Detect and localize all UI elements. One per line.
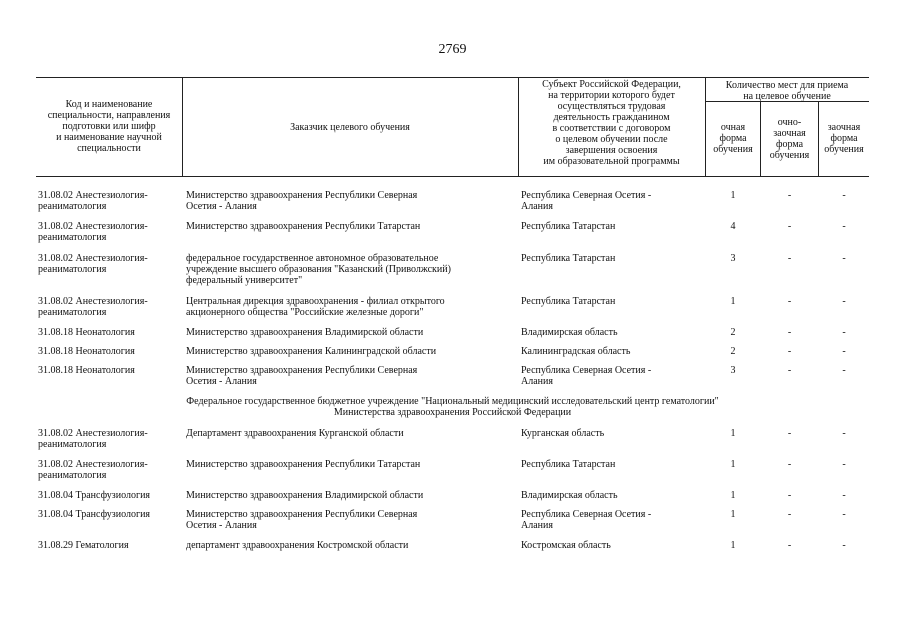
row-region: Республика Татарстан [521,296,616,307]
row-customer: Министерство здравоохранения Республики Татарстан [186,459,421,470]
column-divider [518,77,519,176]
row-customer: Министерство здравоохранения Республики Северная Осетия - Алания [186,509,418,531]
row-correspondence: - [842,509,846,520]
row-region: Республика Северная Осетия - Алания [521,365,652,387]
section-heading: Федеральное государственное бюджетное учреждение "Национальный медицинский исследовательский центр гематологии" Министерства здравоохранения Российской Федерации [186,396,719,418]
row-part-time: - [787,253,792,264]
row-correspondence: - [842,190,846,201]
row-customer: Министерство здравоохранения Республики Северная Осетия - Алания [186,190,418,212]
row-part-time: - [787,490,792,501]
row-full-time: 1 [730,540,736,551]
row-full-time: 1 [730,459,736,470]
row-customer: Министерство здравоохранения Республики Северная Осетия - Алания [186,365,418,387]
row-full-time: 1 [730,509,736,520]
row-customer: Министерство здравоохранения Владимирской области [186,327,424,338]
row-code: 31.08.04 Трансфузиология [38,509,151,520]
row-customer: Министерство здравоохранения Калининградской области [186,346,437,357]
table-top-rule [36,77,869,78]
row-region: Калининградская область [521,346,631,357]
row-region: Республика Северная Осетия - Алания [521,190,652,212]
row-correspondence: - [842,296,846,307]
row-customer: федеральное государственное автономное образовательное учреждение высшего образования "Казанский (Приволжский) федеральный университет" [186,253,451,286]
row-full-time: 3 [730,253,736,264]
row-correspondence: - [842,459,846,470]
header-customer: Заказчик целевого обучения [290,122,410,133]
row-correspondence: - [842,221,846,232]
row-region: Республика Татарстан [521,459,616,470]
row-part-time: - [787,459,792,470]
row-code: 31.08.02 Анестезиология- реаниматология [38,190,148,212]
row-region: Республика Татарстан [521,253,616,264]
row-part-time: - [787,509,792,520]
row-region: Республика Северная Осетия - Алания [521,509,652,531]
row-customer: Министерство здравоохранения Республики Татарстан [186,221,421,232]
row-full-time: 1 [730,428,736,439]
header-correspondence: заочная форма обучения [824,122,864,155]
row-correspondence: - [842,540,846,551]
row-correspondence: - [842,327,846,338]
row-region: Костромская область [521,540,611,551]
row-code: 31.08.02 Анестезиология- реаниматология [38,253,148,275]
table-header-bottom-rule [36,176,869,177]
row-code: 31.08.02 Анестезиология- реаниматология [38,296,148,318]
row-part-time: - [787,221,792,232]
row-correspondence: - [842,365,846,376]
row-full-time: 2 [730,327,736,338]
row-full-time: 3 [730,365,736,376]
row-code: 31.08.02 Анестезиология- реаниматология [38,428,148,450]
row-code: 31.08.04 Трансфузиология [38,490,151,501]
row-correspondence: - [842,253,846,264]
row-customer: Министерство здравоохранения Владимирской области [186,490,424,501]
row-part-time: - [787,296,792,307]
row-customer: Центральная дирекция здравоохранения - филиал открытого акционерного общества "Российские железные дороги" [186,296,445,318]
row-full-time: 1 [730,296,736,307]
row-correspondence: - [842,346,846,357]
row-part-time: - [787,540,792,551]
header-places: Количество мест для приема на целевое обучение [725,80,849,102]
row-region: Владимирская область [521,490,618,501]
row-code: 31.08.18 Неонатология [38,327,135,338]
row-part-time: - [787,346,792,357]
header-specialty-code: Код и наименование специальности, направления подготовки или шифр и наименование научной специальности [47,99,171,154]
row-code: 31.08.02 Анестезиология- реаниматология [38,221,148,243]
row-region: Владимирская область [521,327,618,338]
row-correspondence: - [842,490,846,501]
row-part-time: - [787,327,792,338]
row-full-time: 2 [730,346,736,357]
row-customer: департамент здравоохранения Костромской области [186,540,409,551]
row-full-time: 1 [730,490,736,501]
row-part-time: - [787,365,792,376]
row-region: Курганская область [521,428,605,439]
row-code: 31.08.18 Неонатология [38,365,135,376]
row-code: 31.08.02 Анестезиология- реаниматология [38,459,148,481]
page-number: 2769 [438,42,467,57]
row-part-time: - [787,190,792,201]
row-full-time: 1 [730,190,736,201]
row-correspondence: - [842,428,846,439]
header-full-time: очная форма обучения [713,122,753,155]
row-full-time: 4 [730,221,736,232]
row-code: 31.08.29 Гематология [38,540,129,551]
row-customer: Департамент здравоохранения Курганской области [186,428,404,439]
column-divider [182,77,183,176]
row-code: 31.08.18 Неонатология [38,346,135,357]
header-part-time: очно- заочная форма обучения [769,117,810,161]
row-part-time: - [787,428,792,439]
row-region: Республика Татарстан [521,221,616,232]
header-region: Субъект Российской Федерации, на территории которого будет осуществляться трудовая деятельность гражданином в соответствии с договором о целевом обучении после завершения освоения им образовательной программы [542,79,681,167]
